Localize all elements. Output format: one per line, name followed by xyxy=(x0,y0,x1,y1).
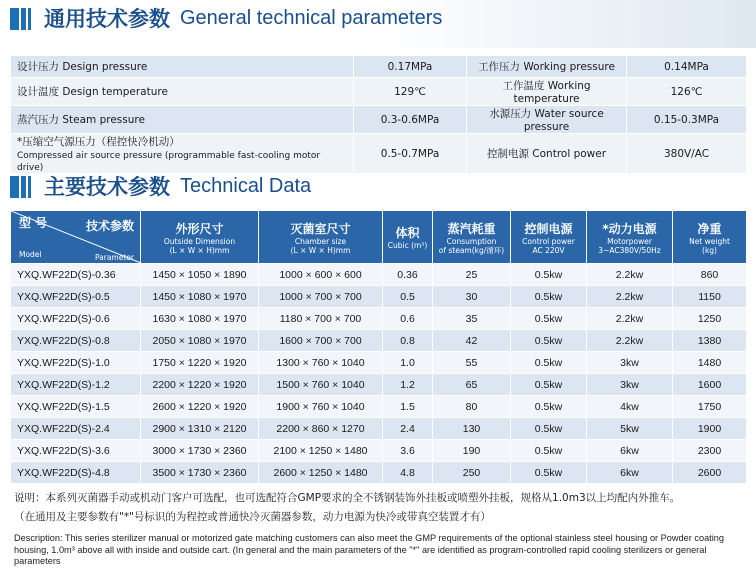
table-header-row xyxy=(11,211,747,264)
data-cell: 42 xyxy=(433,330,511,352)
data-cell: 1750 xyxy=(673,396,747,418)
column-header-en: Cubic (m³) xyxy=(387,241,428,250)
technical-title-en: Technical Data xyxy=(180,174,312,197)
general-section-header xyxy=(10,3,442,33)
data-cell: 0.36 xyxy=(383,264,433,286)
param-label-en: Compressed air source pressure (programmable fast-cooling motor drive) xyxy=(17,151,321,173)
data-cell: 1600 × 700 × 700 xyxy=(259,330,383,352)
data-cell: 3000 × 1730 × 2360 xyxy=(141,440,259,462)
param-label-cn: 控制电源 xyxy=(486,148,529,160)
data-cell: 0.5kw xyxy=(511,418,587,440)
data-cell: 2600 × 1250 × 1480 xyxy=(259,462,383,484)
corner-param-en: Parameter xyxy=(94,253,134,262)
data-cell: 250 xyxy=(433,462,511,484)
technical-data-table xyxy=(10,210,747,484)
column-header-cn: 外形尺寸 xyxy=(175,221,224,236)
param-label-cell xyxy=(467,134,627,174)
column-header-en: Motorpower xyxy=(607,236,652,246)
column-header xyxy=(433,211,511,264)
model-cell: YXQ.WF22D(S)-2.4 xyxy=(11,418,141,440)
table-row xyxy=(11,78,747,106)
param-value-cell: 0.14MPa xyxy=(627,56,747,78)
column-header xyxy=(673,211,747,264)
column-header-cn: 灭菌室尺寸 xyxy=(290,221,351,236)
param-value-cell: 0.3-0.6MPa xyxy=(354,106,467,134)
data-cell: 130 xyxy=(433,418,511,440)
column-header-cn: *动力电源 xyxy=(602,221,657,236)
data-cell: 1750 × 1220 × 1920 xyxy=(141,352,259,374)
data-cell: 0.5kw xyxy=(511,330,587,352)
column-header-en: (L × W × H)mm xyxy=(290,245,351,255)
data-cell: 0.5kw xyxy=(511,308,587,330)
model-cell: YXQ.WF22D(S)-0.8 xyxy=(11,330,141,352)
param-label-en: Design temperature xyxy=(62,86,168,98)
data-cell: 2.2kw xyxy=(587,264,673,286)
param-value-cell: 129℃ xyxy=(354,78,467,106)
data-cell: 2.2kw xyxy=(587,286,673,308)
data-cell: 1000 × 600 × 600 xyxy=(259,264,383,286)
data-cell: 3.6 xyxy=(383,440,433,462)
param-label-cn: *压缩空气源压力（程控快冷机动） xyxy=(17,136,180,148)
data-cell: 1450 × 1080 × 1970 xyxy=(141,286,259,308)
data-cell: 1600 xyxy=(673,374,747,396)
param-value-cell: 0.5-0.7MPa xyxy=(354,134,467,174)
column-header-en: (L × W × H)mm xyxy=(169,245,230,255)
data-cell: 2200 × 860 × 1270 xyxy=(259,418,383,440)
note-line-1: 说明：本系列灭菌器手动或机动门客户可选配，也可选配符合GMP要求的全不锈钢装饰外挂板或喷塑外挂板，规格从1.0m3以上均配内外推车。 xyxy=(14,492,681,504)
data-cell: 30 xyxy=(433,286,511,308)
technical-section-header xyxy=(10,171,311,201)
data-cell: 0.8 xyxy=(383,330,433,352)
table-row xyxy=(11,396,747,418)
column-header-cn: 体积 xyxy=(395,226,420,240)
data-cell: 1900 × 760 × 1040 xyxy=(259,396,383,418)
data-cell: 860 xyxy=(673,264,747,286)
model-cell: YXQ.WF22D(S)-1.2 xyxy=(11,374,141,396)
param-label-en: Water source pressure xyxy=(523,108,604,133)
table-row xyxy=(11,440,747,462)
corner-model-label xyxy=(19,214,47,259)
param-label-cell xyxy=(467,78,627,106)
data-cell: 55 xyxy=(433,352,511,374)
data-cell: 25 xyxy=(433,264,511,286)
data-cell: 5kw xyxy=(587,418,673,440)
data-cell: 1380 xyxy=(673,330,747,352)
table-row xyxy=(11,352,747,374)
data-cell: 2100 × 1250 × 1480 xyxy=(259,440,383,462)
data-cell: 0.5 xyxy=(383,286,433,308)
data-cell: 6kw xyxy=(587,462,673,484)
param-label-en: Steam pressure xyxy=(62,114,145,126)
data-cell: 1900 xyxy=(673,418,747,440)
data-cell: 2600 × 1220 × 1920 xyxy=(141,396,259,418)
column-header xyxy=(259,211,383,264)
column-header-cn: 净重 xyxy=(697,221,722,236)
data-cell: 0.5kw xyxy=(511,286,587,308)
data-cell: 0.5kw xyxy=(511,352,587,374)
corner-model-cn: 型 号 xyxy=(19,216,48,230)
english-description: Description: This series sterilizer manual or motorized gate matching customers can also meet the GMP requirements of the optional stainless steel housing or Powder coating housing, 1.0m³ above all with inside and outside cart. (In general and the main parameters of the "*" are identified as program-controlled rapid cooling sterilizers or general parameters xyxy=(14,533,724,566)
data-cell: 1300 × 760 × 1040 xyxy=(259,352,383,374)
table-row xyxy=(11,56,747,78)
param-label-cell xyxy=(11,106,354,134)
data-cell: 1.5 xyxy=(383,396,433,418)
data-cell: 1.0 xyxy=(383,352,433,374)
column-header-en: Consumption xyxy=(446,236,497,246)
data-cell: 1180 × 700 × 700 xyxy=(259,308,383,330)
data-cell: 2900 × 1310 × 2120 xyxy=(141,418,259,440)
param-label-cn: 工作温度 xyxy=(502,80,545,92)
column-header-en: Control power xyxy=(522,236,575,246)
model-cell: YXQ.WF22D(S)-0.5 xyxy=(11,286,141,308)
data-cell: 2.2kw xyxy=(587,308,673,330)
param-label-en: Working pressure xyxy=(523,61,615,73)
model-cell: YXQ.WF22D(S)-1.0 xyxy=(11,352,141,374)
param-value-cell: 126℃ xyxy=(627,78,747,106)
table-row xyxy=(11,286,747,308)
column-header-en: of steam(kg/循环) xyxy=(438,245,505,255)
param-label-cell xyxy=(467,56,627,78)
data-cell: 0.6 xyxy=(383,308,433,330)
data-cell: 2.4 xyxy=(383,418,433,440)
param-label-cn: 工作压力 xyxy=(478,61,521,73)
corner-parameter-label xyxy=(86,217,134,262)
param-label-cn: 蒸汽压力 xyxy=(17,114,59,126)
param-label-cell xyxy=(467,106,627,134)
data-cell: 4.8 xyxy=(383,462,433,484)
data-cell: 3500 × 1730 × 2360 xyxy=(141,462,259,484)
column-header-en: AC 220V xyxy=(532,245,565,255)
param-label-cell xyxy=(11,134,354,174)
table-row xyxy=(11,462,747,484)
param-label-cell xyxy=(11,56,354,78)
model-cell: YXQ.WF22D(S)-1.5 xyxy=(11,396,141,418)
data-cell: 3kw xyxy=(587,352,673,374)
data-cell: 80 xyxy=(433,396,511,418)
column-header-en: 3~AC380V/50Hz xyxy=(598,245,661,255)
table-row xyxy=(11,374,747,396)
table-row xyxy=(11,308,747,330)
data-cell: 0.5kw xyxy=(511,462,587,484)
data-cell: 0.5kw xyxy=(511,440,587,462)
section-bars-icon xyxy=(10,6,36,30)
data-cell: 65 xyxy=(433,374,511,396)
data-cell: 1.2 xyxy=(383,374,433,396)
data-cell: 3kw xyxy=(587,374,673,396)
param-value-cell: 380V/AC xyxy=(627,134,747,174)
section-bars-icon xyxy=(10,174,36,198)
column-header xyxy=(587,211,673,264)
table-row xyxy=(11,106,747,134)
general-title-en: General technical parameters xyxy=(180,6,443,29)
model-cell: YXQ.WF22D(S)-0.36 xyxy=(11,264,141,286)
data-cell: 1500 × 760 × 1040 xyxy=(259,374,383,396)
column-header-en: Outside Dimension xyxy=(163,236,236,246)
param-label-cn: 设计压力 xyxy=(17,61,59,73)
data-cell: 4kw xyxy=(587,396,673,418)
table-row xyxy=(11,330,747,352)
param-label-cn: 设计温度 xyxy=(17,86,59,98)
param-label-en: Working temperature xyxy=(513,80,591,105)
corner-model-en: Model xyxy=(19,250,42,259)
table-row xyxy=(11,418,747,440)
data-cell: 1000 × 700 × 700 xyxy=(259,286,383,308)
model-cell: YXQ.WF22D(S)-0.6 xyxy=(11,308,141,330)
model-cell: YXQ.WF22D(S)-3.6 xyxy=(11,440,141,462)
corner-param-cn: 技术参数 xyxy=(85,219,134,233)
data-cell: 0.5kw xyxy=(511,264,587,286)
data-cell: 1480 xyxy=(673,352,747,374)
table-row xyxy=(11,264,747,286)
column-header-en: Chamber size xyxy=(294,236,347,246)
data-cell: 6kw xyxy=(587,440,673,462)
data-cell: 190 xyxy=(433,440,511,462)
table-row xyxy=(11,134,747,174)
param-value-cell: 0.17MPa xyxy=(354,56,467,78)
data-cell: 1630 × 1080 × 1970 xyxy=(141,308,259,330)
general-parameters-table xyxy=(10,55,747,174)
column-header xyxy=(141,211,259,264)
model-cell: YXQ.WF22D(S)-4.8 xyxy=(11,462,141,484)
data-cell: 2600 xyxy=(673,462,747,484)
data-cell: 2.2kw xyxy=(587,330,673,352)
param-value-cell: 0.15-0.3MPa xyxy=(627,106,747,134)
data-cell: 1150 xyxy=(673,286,747,308)
data-cell: 0.5kw xyxy=(511,396,587,418)
data-cell: 1450 × 1050 × 1890 xyxy=(141,264,259,286)
technical-title-cn: 主要技术参数 xyxy=(44,175,170,199)
param-label-cell xyxy=(11,78,354,106)
column-header xyxy=(383,211,433,264)
general-title-cn: 通用技术参数 xyxy=(44,7,170,31)
column-header-en: (kg) xyxy=(702,245,717,255)
data-cell: 35 xyxy=(433,308,511,330)
column-header xyxy=(511,211,587,264)
column-header-en: Net weight xyxy=(689,236,730,246)
data-cell: 0.5kw xyxy=(511,374,587,396)
data-cell: 2050 × 1080 × 1970 xyxy=(141,330,259,352)
data-cell: 2300 xyxy=(673,440,747,462)
note-line-2: （在通用及主要参数有"*"号标识的为程控或普通快冷灭菌器参数，动力电源为快冷或带真空装置才有） xyxy=(14,511,491,523)
param-label-cn: 水源压力 xyxy=(489,108,532,120)
data-cell: 2200 × 1220 × 1920 xyxy=(141,374,259,396)
column-header-cn: 蒸汽耗重 xyxy=(447,221,496,236)
data-cell: 1250 xyxy=(673,308,747,330)
param-label-en: Control power xyxy=(532,148,607,160)
column-header-cn: 控制电源 xyxy=(524,221,573,236)
param-label-en: Design pressure xyxy=(62,61,148,73)
corner-header-cell xyxy=(11,211,141,264)
